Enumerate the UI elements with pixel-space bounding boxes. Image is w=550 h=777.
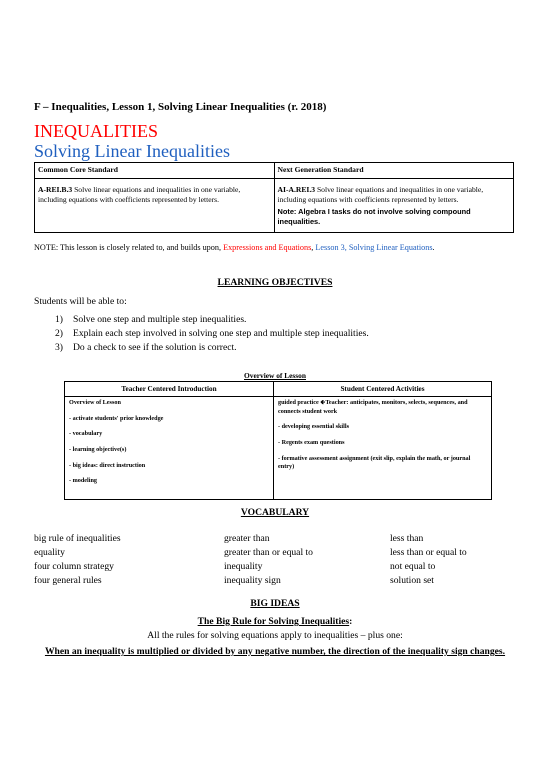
common-core-cell xyxy=(35,178,275,232)
objective-text: Explain each step involved in solving one step and multiple step inequalities. xyxy=(73,328,369,340)
vocabulary-grid xyxy=(34,532,510,588)
student-item: - Regents exam questions xyxy=(278,439,345,447)
big-rule-title-text: The Big Rule for Solving Inequalities xyxy=(197,616,350,627)
next-gen-cell xyxy=(274,178,514,232)
lesson-note xyxy=(34,242,518,254)
teacher-item: Overview of Lesson xyxy=(69,399,121,407)
student-item: - formative assessment assignment (exit slip, explain the math, or journal entry) xyxy=(278,454,471,471)
vocab-term: equality xyxy=(34,546,65,558)
next-gen-text: Solve linear equations and inequalities in one variable, including equations with coefficients represented by letters. xyxy=(277,184,484,205)
vocab-term: less than or equal to xyxy=(390,546,467,558)
objective-text: Do a check to see if the solution is correct. xyxy=(73,342,237,354)
student-item-text-2: Teacher: anticipates, monitors, selects, sequences, and connects student work xyxy=(278,399,468,415)
vocab-term: four general rules xyxy=(34,574,102,586)
expressions-equations-link[interactable]: Expressions and Equations xyxy=(223,243,312,252)
page-subtitle: Solving Linear Inequalities xyxy=(34,141,230,161)
list-item xyxy=(55,341,369,355)
page-title: INEQUALITIES xyxy=(34,121,158,141)
lesson-header: F – Inequalities, Lesson 1, Solving Linear Inequalities (r. 2018) xyxy=(34,101,327,113)
objective-number: 1) xyxy=(55,314,63,325)
vocab-row xyxy=(34,560,510,574)
big-rule-colon: : xyxy=(349,616,353,627)
objective-text: Solve one step and multiple step inequalities. xyxy=(73,314,247,325)
student-item: - developing essential skills xyxy=(278,423,349,431)
lesson-3-link[interactable]: Lesson 3, Solving Linear Equations xyxy=(315,243,433,252)
overview-table xyxy=(64,381,492,500)
overview-title: Overview of Lesson xyxy=(244,371,306,380)
list-item xyxy=(55,313,369,327)
note-prefix: NOTE: This lesson is closely related to, and builds upon, xyxy=(34,243,224,252)
student-centered-header: Student Centered Activities xyxy=(274,382,492,397)
student-centered-cell xyxy=(274,397,492,500)
teacher-item: - vocabulary xyxy=(69,430,103,438)
next-gen-code: AI-A.REI.3 xyxy=(277,184,316,194)
vocab-term: greater than xyxy=(224,533,270,544)
standards-table xyxy=(34,162,514,233)
teacher-item: - big ideas: direct instruction xyxy=(69,461,146,469)
vocab-term: greater than or equal to xyxy=(224,546,313,558)
vocab-term: inequality sign xyxy=(224,574,281,586)
objectives-intro: Students will be able to: xyxy=(34,296,127,307)
teacher-item: - activate students' prior knowledge xyxy=(69,414,164,422)
big-rule-statement: When an inequality is multiplied or divided by any negative number, the direction of the inequality sign changes. xyxy=(44,646,506,657)
vocab-term: four column strategy xyxy=(34,560,114,572)
vocab-term: big rule of inequalities xyxy=(34,533,121,544)
vocab-term: not equal to xyxy=(390,560,436,572)
vocab-row xyxy=(34,546,510,560)
big-rule-title xyxy=(0,616,550,627)
student-item xyxy=(278,399,487,416)
vocabulary-heading: VOCABULARY xyxy=(240,507,310,518)
student-item-text: guided practice xyxy=(278,399,321,407)
vocab-term: inequality xyxy=(224,560,263,572)
next-gen-header: Next Generation Standard xyxy=(274,163,514,179)
teacher-item: - learning objective(s) xyxy=(69,446,127,454)
vocab-row xyxy=(34,532,510,546)
vocab-term: less than xyxy=(390,533,424,544)
note-separator: , xyxy=(311,243,316,252)
next-gen-note: Note: Algebra I tasks do not involve solving compound inequalities. xyxy=(277,206,471,227)
big-rule-text: All the rules for solving equations apply to inequalities – plus one: xyxy=(147,630,403,641)
learning-objectives-heading: LEARNING OBJECTIVES xyxy=(217,277,333,288)
common-core-text: Solve linear equations and inequalities in one variable, including equations with coefficients represented by letters. xyxy=(38,184,241,205)
big-ideas-heading: BIG IDEAS xyxy=(250,598,300,609)
note-suffix: . xyxy=(432,243,435,252)
teacher-item: - modeling xyxy=(69,477,98,485)
left-arrow-icon: 🡸 xyxy=(320,399,326,407)
teacher-centered-cell xyxy=(65,397,274,500)
objective-number: 3) xyxy=(55,342,63,354)
list-item xyxy=(55,327,369,341)
common-core-code: A-REI.B.3 xyxy=(38,184,73,194)
vocab-row xyxy=(34,574,510,588)
common-core-header: Common Core Standard xyxy=(35,163,275,179)
objectives-list xyxy=(55,313,369,356)
objective-number: 2) xyxy=(55,328,63,340)
vocab-term: solution set xyxy=(390,574,434,586)
teacher-centered-header: Teacher Centered Introduction xyxy=(65,382,274,397)
